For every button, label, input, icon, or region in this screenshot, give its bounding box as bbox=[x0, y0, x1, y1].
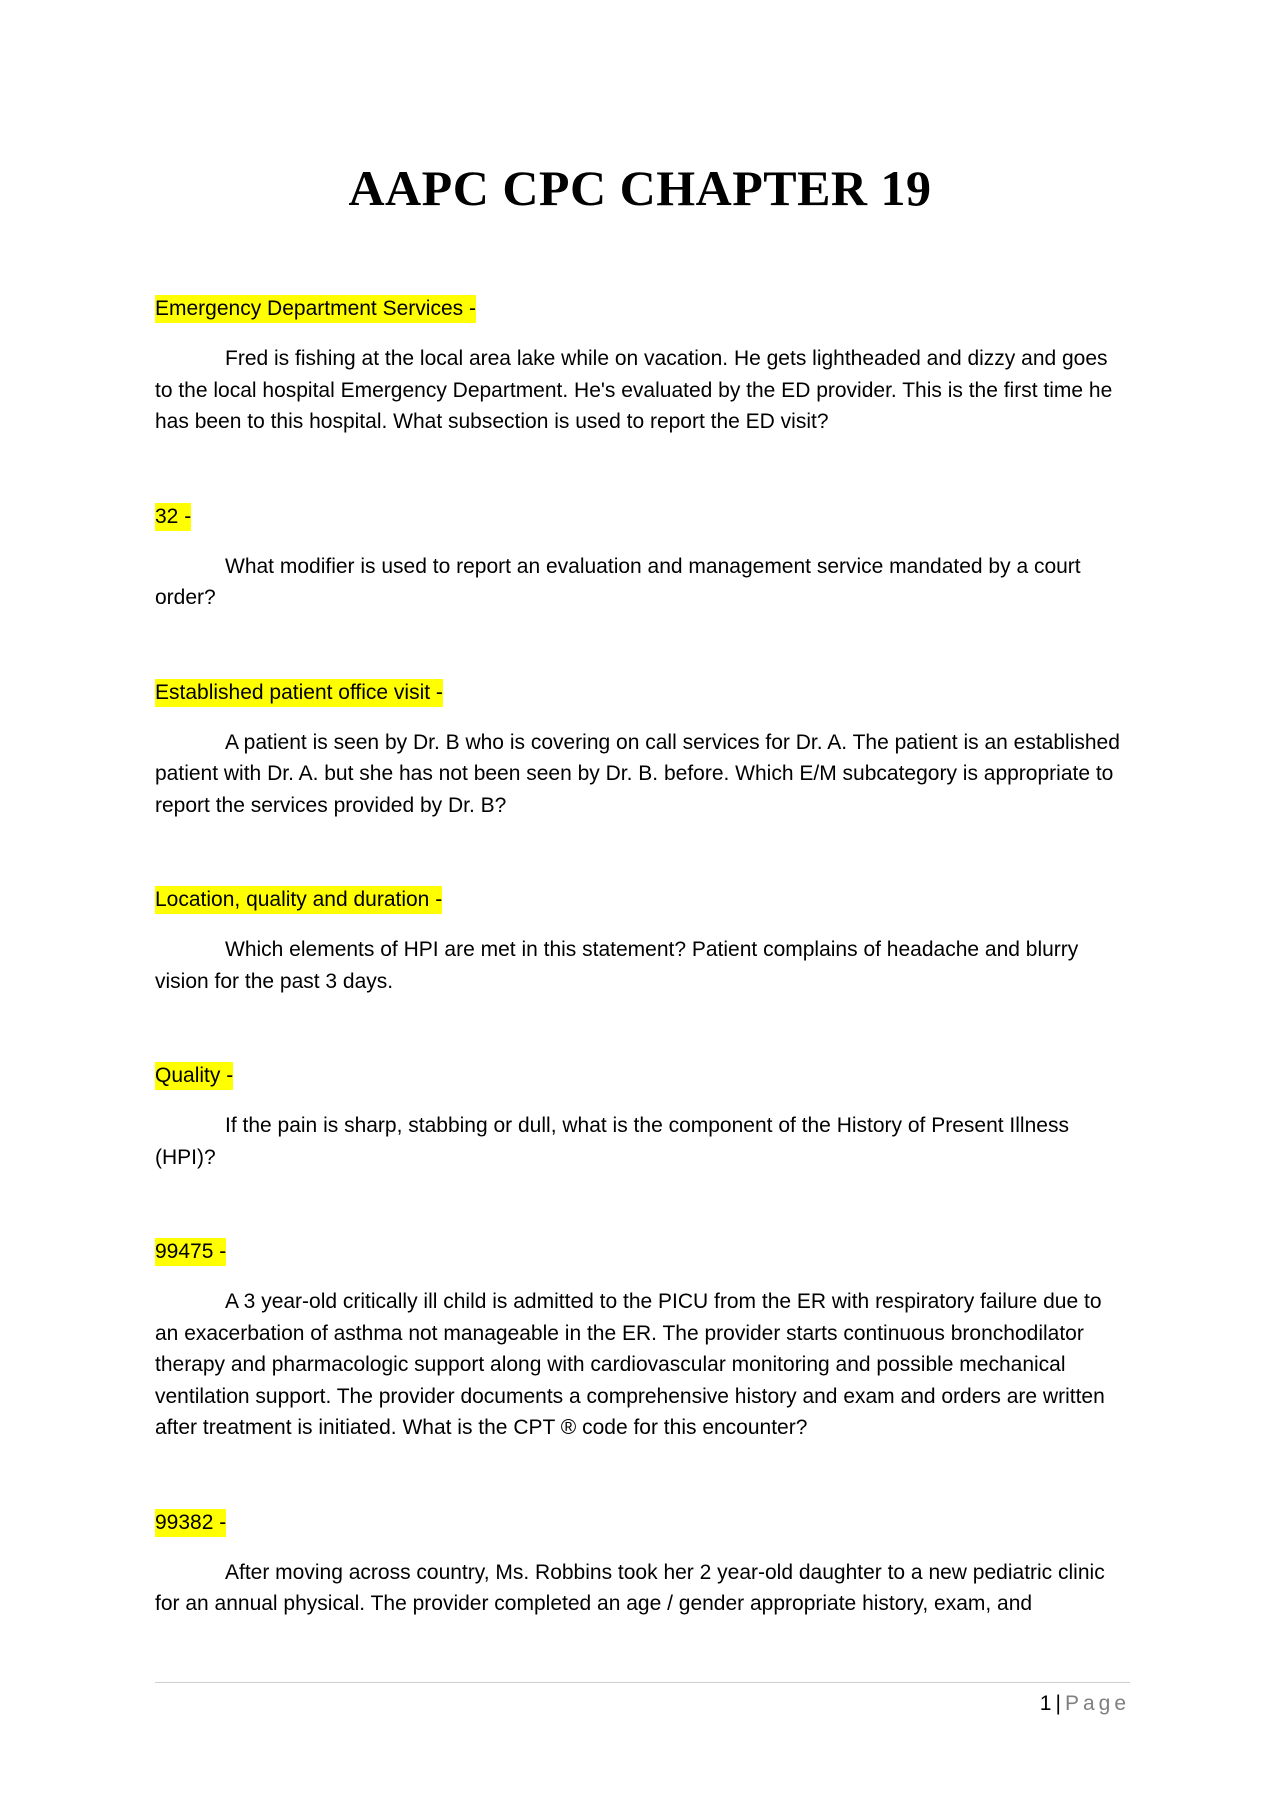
answer-highlight: 99475 - bbox=[155, 1238, 226, 1266]
question-text: What modifier is used to report an evaluation and management service mandated by a court order? bbox=[155, 554, 1081, 609]
qa-entry bbox=[155, 503, 1130, 614]
answer-highlight: Quality - bbox=[155, 1062, 233, 1090]
document-body bbox=[155, 295, 1130, 1620]
qa-entry bbox=[155, 1062, 1130, 1173]
footer-divider bbox=[155, 1682, 1130, 1683]
answer-highlight: Location, quality and duration - bbox=[155, 886, 442, 914]
qa-entry bbox=[155, 1238, 1130, 1444]
question-text: After moving across country, Ms. Robbins took her 2 year-old daughter to a new pediatric clinic for an annual physical. The provider completed an age / gender appropriate history, exam, and bbox=[155, 1560, 1105, 1615]
footer-separator: | bbox=[1055, 1692, 1061, 1715]
qa-entry bbox=[155, 1509, 1130, 1620]
question-text: Fred is fishing at the local area lake while on vacation. He gets lightheaded and dizzy and goes to the local hospital Emergency Department. He's evaluated by the ED provider. This is the first time he has been to this hospital. What subsection is used to report the ED visit? bbox=[155, 347, 1113, 433]
answer-highlight: 99382 - bbox=[155, 1509, 226, 1537]
qa-entry bbox=[155, 295, 1130, 438]
document-title: AAPC CPC CHAPTER 19 bbox=[348, 160, 932, 216]
answer-highlight: Established patient office visit - bbox=[155, 679, 443, 707]
page-footer bbox=[1040, 1690, 1130, 1718]
answer-highlight: 32 - bbox=[155, 503, 191, 531]
page-label: Page bbox=[1064, 1692, 1130, 1715]
question-text: A 3 year-old critically ill child is admitted to the PICU from the ER with respiratory failure due to an exacerbation of asthma not manageable in the ER. The provider starts continuous bronchodilator therapy and pharmacologic support along with cardiovascular monitoring and possible mechanical ventilation support. The provider documents a comprehensive history and exam and orders are written after treatment is initiated. What is the CPT ® code for this encounter? bbox=[155, 1290, 1105, 1439]
answer-highlight: Emergency Department Services - bbox=[155, 295, 476, 323]
page-number: 1 bbox=[1039, 1692, 1052, 1715]
question-text: If the pain is sharp, stabbing or dull, what is the component of the History of Present Illness (HPI)? bbox=[155, 1114, 1069, 1169]
qa-entry bbox=[155, 886, 1130, 997]
question-text: A patient is seen by Dr. B who is covering on call services for Dr. A. The patient is an established patient with Dr. A. but she has not been seen by Dr. B. before. Which E/M subcategory is appropriate to report the services provided by Dr. B? bbox=[155, 730, 1120, 817]
question-text: Which elements of HPI are met in this statement? Patient complains of headache and blurry vision for the past 3 days. bbox=[155, 938, 1079, 993]
qa-entry bbox=[155, 679, 1130, 822]
